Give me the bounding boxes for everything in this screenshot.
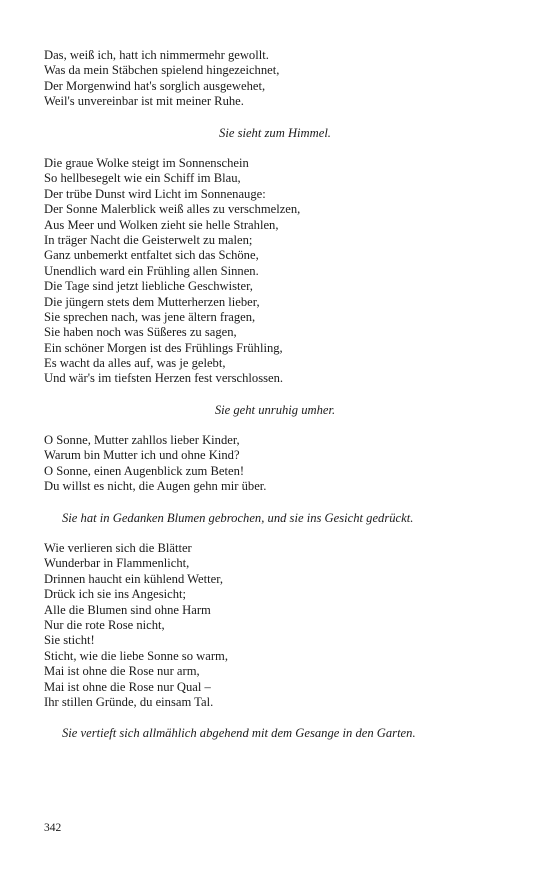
stage-direction-2: Sie geht unruhig umher.: [214, 403, 336, 417]
verse-line: So hellbesegelt wie ein Schiff im Blau,: [44, 171, 241, 186]
verse-line: Es wacht da alles auf, was je gelebt,: [44, 356, 226, 371]
verse-line: Weil's unvereinbar ist mit meiner Ruhe.: [44, 94, 244, 109]
verse-line: Die graue Wolke steigt im Sonnenschein: [44, 156, 249, 170]
verse-line: Sticht, wie die liebe Sonne so warm,: [44, 648, 228, 663]
verse-line: In träger Nacht die Geisterwelt zu malen;: [44, 232, 253, 247]
verse-line: Nur die rote Rose nicht,: [44, 617, 165, 632]
page-number: 342: [44, 822, 62, 834]
stage-direction-3: Sie hat in Gedanken Blumen gebrochen, und sie ins Gesicht gedrückt.: [62, 511, 414, 525]
verse-line: Mai ist ohne die Rose nur arm,: [44, 664, 200, 679]
stage-direction-1: Sie sieht zum Himmel.: [219, 126, 331, 140]
verse-line: Du willst es nicht, die Augen gehn mir über.: [44, 479, 267, 494]
verse-line: Was da mein Stäbchen spielend hingezeichnet,: [44, 63, 280, 78]
verse-stanza-3: [44, 433, 514, 495]
verse-line: Ganz unbemerkt entfaltet sich das Schöne,: [44, 248, 259, 263]
verse-stanza-2: [44, 156, 514, 387]
verse-line: Drück ich sie ins Angesicht;: [44, 587, 187, 602]
verse-line: Die Tage sind jetzt liebliche Geschwister,: [44, 279, 253, 294]
verse-line: Drinnen haucht ein kühlend Wetter,: [44, 571, 224, 586]
verse-line: Die jüngern stets dem Mutterherzen lieber,: [44, 294, 260, 309]
verse-line: Das, weiß ich, hatt ich nimmermehr gewollt.: [44, 48, 269, 62]
verse-line: Sie sticht!: [44, 633, 95, 648]
verse-line: O Sonne, Mutter zahllos lieber Kinder,: [44, 433, 240, 447]
verse-line: Ein schöner Morgen ist des Frühlings Frühling,: [44, 340, 283, 355]
verse-line: Der Sonne Malerblick weiß alles zu verschmelzen,: [44, 202, 301, 217]
verse-line: Unendlich ward ein Frühling allen Sinnen.: [44, 263, 259, 278]
verse-line: Der trübe Dunst wird Licht im Sonnenauge:: [44, 186, 266, 201]
verse-line: Warum bin Mutter ich und ohne Kind?: [44, 448, 240, 463]
verse-line: Sie sprechen nach, was jene ältern fragen,: [44, 309, 256, 324]
verse-line: O Sonne, einen Augenblick zum Beten!: [44, 463, 245, 478]
verse-line: Alle die Blumen sind ohne Harm: [44, 602, 211, 617]
verse-line: Aus Meer und Wolken zieht sie helle Strahlen,: [44, 217, 279, 232]
verse-line: Wie verlieren sich die Blätter: [44, 541, 192, 555]
verse-line: Mai ist ohne die Rose nur Qual –: [44, 679, 211, 694]
verse-line: Ihr stillen Gründe, du einsam Tal.: [44, 694, 214, 709]
verse-line: Und wär's im tiefsten Herzen fest verschlossen.: [44, 371, 284, 386]
verse-line: Der Morgenwind hat's sorglich ausgewehet,: [44, 78, 266, 93]
stage-direction-4: Sie vertieft sich allmählich abgehend mit dem Gesange in den Garten.: [62, 726, 416, 740]
verse-line: Sie haben noch was Süßeres zu sagen,: [44, 325, 237, 340]
verse-stanza-4: [44, 541, 514, 710]
verse-line: Wunderbar in Flammenlicht,: [44, 556, 190, 571]
verse-stanza-1: [44, 48, 514, 110]
